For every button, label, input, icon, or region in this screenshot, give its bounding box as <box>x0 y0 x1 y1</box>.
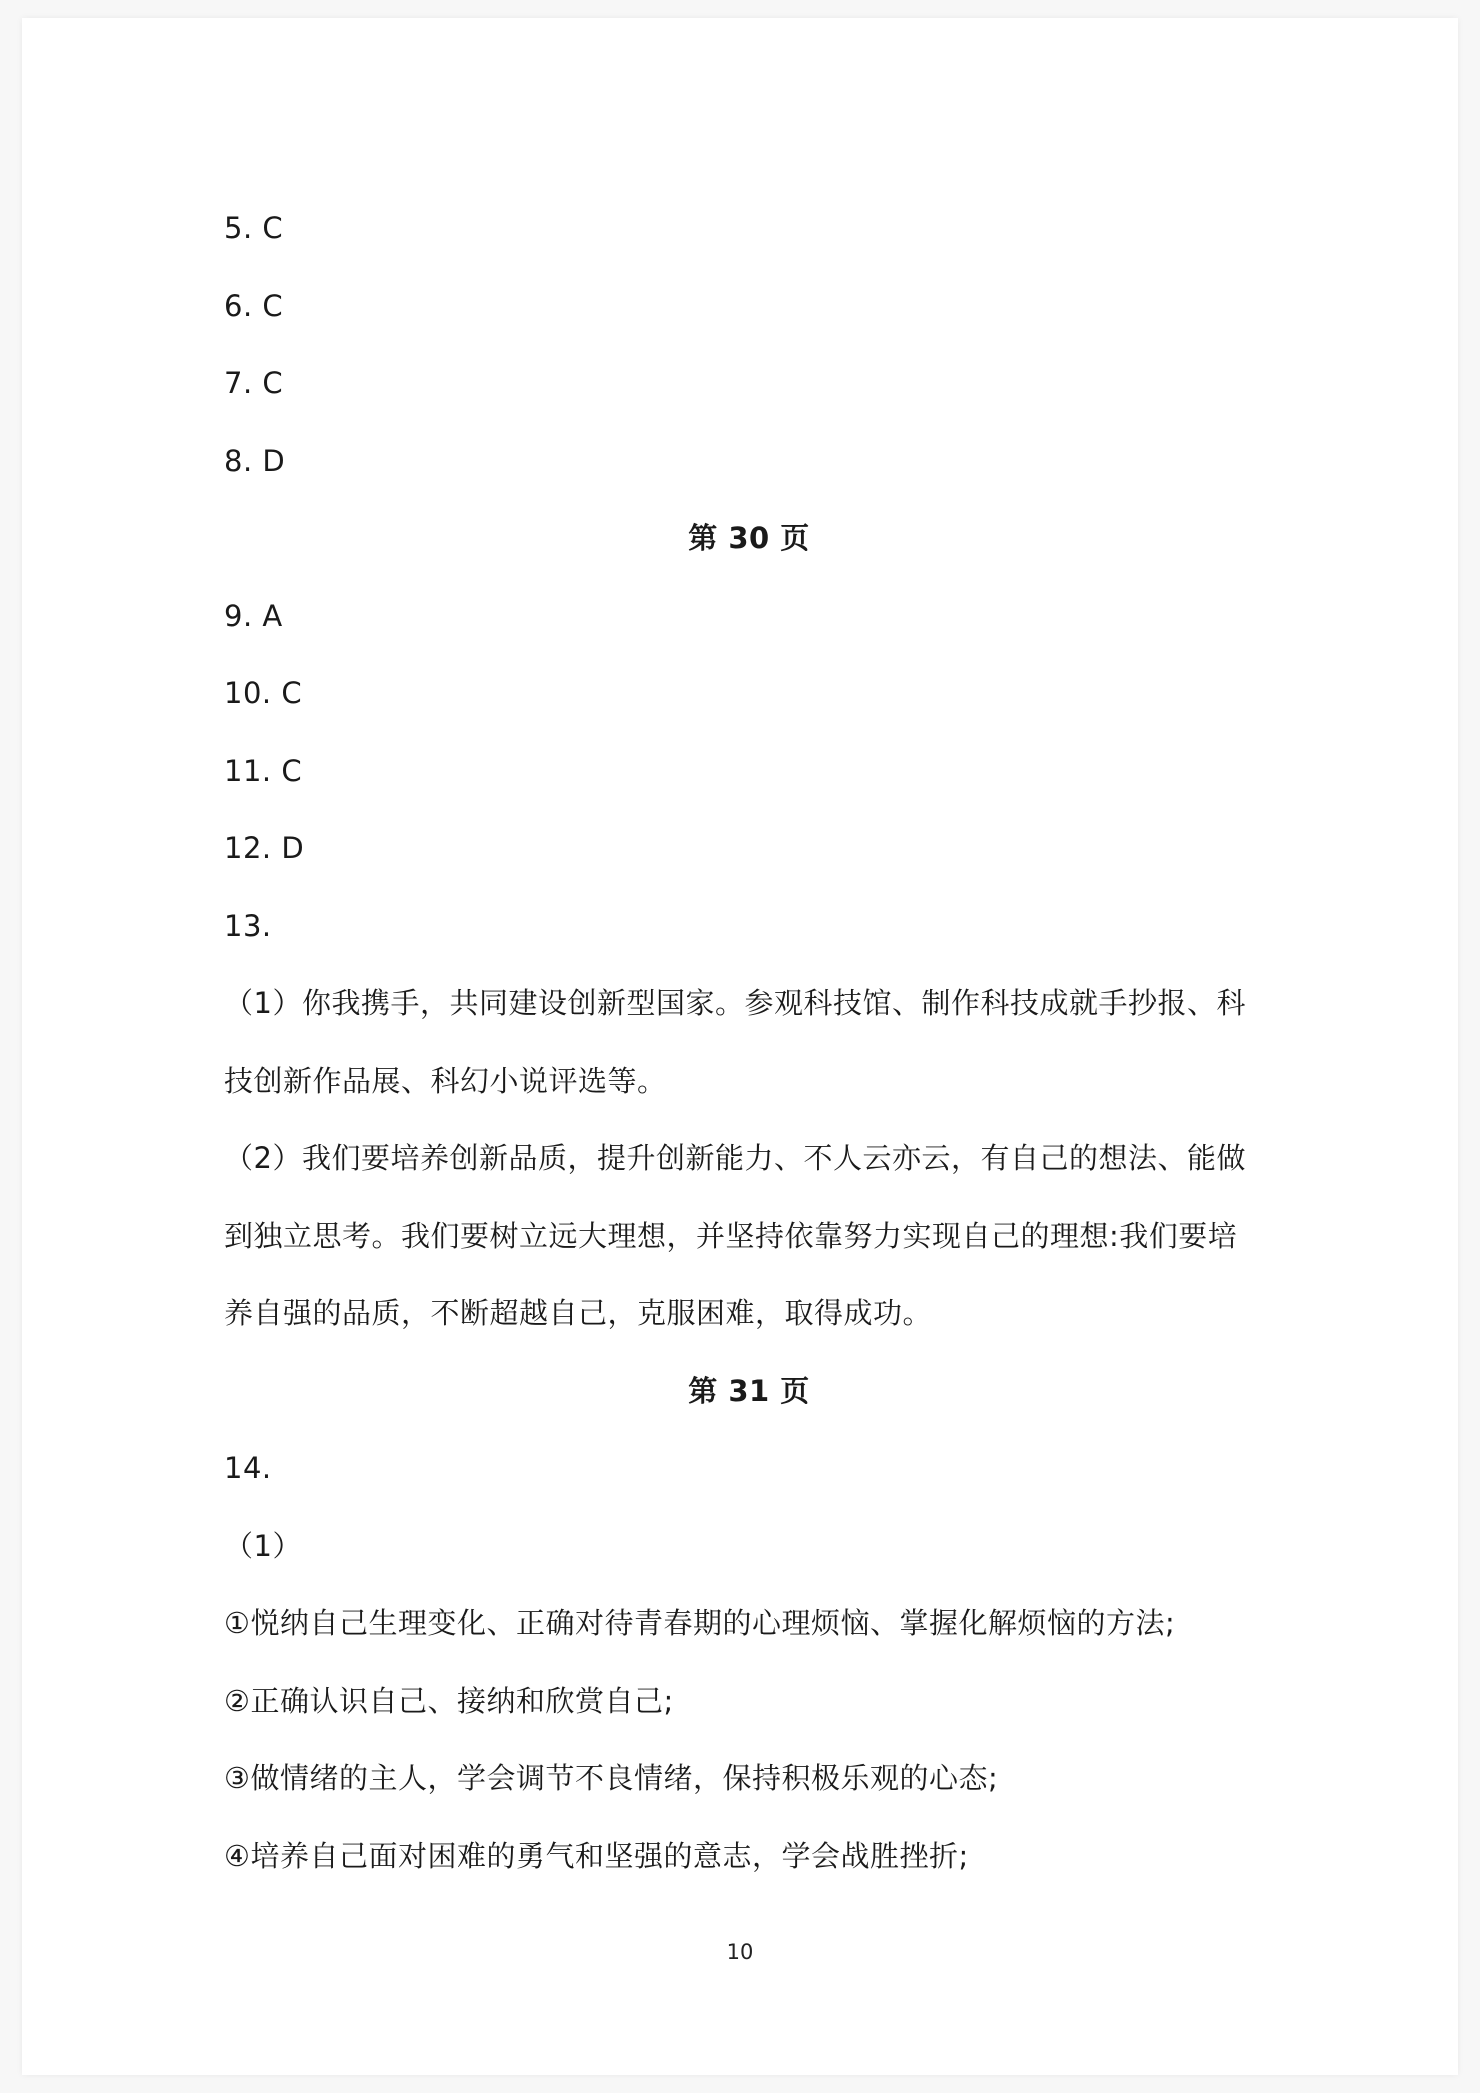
sub-question-label: （1） <box>224 1528 302 1563</box>
answer-paragraph-line: （2）我们要培养创新品质，提升创新能力、不人云亦云，有自己的想法、能做 <box>224 1141 1246 1175</box>
answer-paragraph-line: 技创新作品展、科幻小说评选等。 <box>224 1063 667 1098</box>
answer-line: 6. C <box>224 288 284 323</box>
answer-paragraph-line: （1）你我携手，共同建设创新型国家。参观科技馆、制作科技成就手抄报、科 <box>224 986 1246 1020</box>
answer-point: ④培养自己面对困难的勇气和坚强的意志，学会战胜挫折; <box>224 1838 969 1873</box>
answer-paragraph-line: 到独立思考。我们要树立远大理想，并坚持依靠努力实现自己的理想:我们要培 <box>224 1218 1238 1253</box>
answer-line: 11. C <box>224 753 303 788</box>
page-number: 10 <box>726 1940 754 1964</box>
answer-line: 7. C <box>224 366 284 400</box>
answer-line: 12. D <box>224 831 305 865</box>
answer-line: 10. C <box>224 676 303 710</box>
answer-content <box>224 190 1274 1895</box>
page-heading: 第 31 页 <box>688 1373 810 1408</box>
answer-paragraph-line: 养自强的品质，不断超越自己，克服困难，取得成功。 <box>224 1296 933 1330</box>
question-number: 14. <box>224 1451 272 1485</box>
page-heading: 第 30 页 <box>688 521 810 555</box>
answer-point: ①悦纳自己生理变化、正确对待青春期的心理烦恼、掌握化解烦恼的方法; <box>224 1606 1176 1640</box>
answer-point: ③做情绪的主人，学会调节不良情绪，保持积极乐观的心态; <box>224 1761 999 1795</box>
answer-point: ②正确认识自己、接纳和欣赏自己; <box>224 1683 674 1718</box>
answer-line: 8. D <box>224 443 286 478</box>
question-number: 13. <box>224 908 272 943</box>
answer-line: 5. C <box>224 211 284 245</box>
answer-line: 9. A <box>224 598 283 633</box>
